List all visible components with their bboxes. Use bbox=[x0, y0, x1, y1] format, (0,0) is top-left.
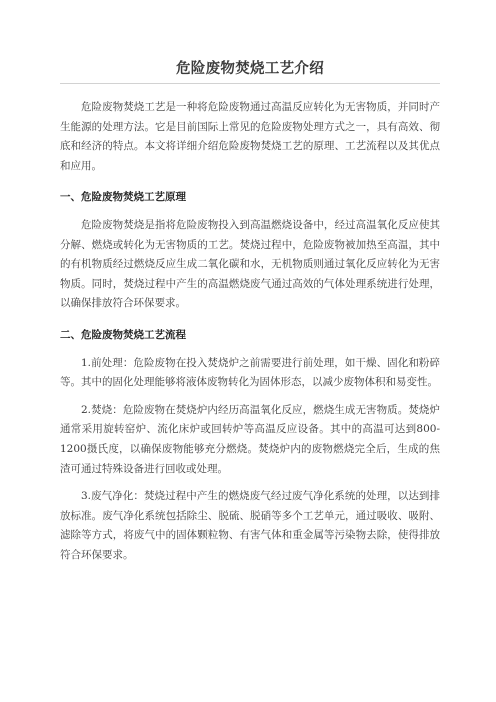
section-heading-process: 二、危险废物焚烧工艺流程 bbox=[60, 328, 186, 341]
title-divider bbox=[60, 83, 440, 84]
process-step-pretreatment: 1.前处理：危险废物在投入焚烧炉之前需要进行前处理，如干燥、固化和粉碎等。其中的固化处理能够将液体废物转化为固体形态，以减少废物体积和易变性。 bbox=[60, 356, 440, 389]
document-page bbox=[60, 58, 440, 565]
principle-paragraph: 危险废物焚烧是指将危险废物投入到高温燃烧设备中，经过高温氧化反应使其分解、燃烧或转化为无害物质的工艺。焚烧过程中，危险废物被加热至高温，其中的有机物质经过燃烧反应生成二氧化碳和水，无机物质则通过氧化反应转化为无害物质。同时，焚烧过程中产生的高温燃烧废气通过高效的气体处理系统进行处理，以确保排放符合环保要求。 bbox=[60, 218, 440, 310]
process-step-incineration: 2.焚烧：危险废物在焚烧炉内经历高温氧化反应，燃烧生成无害物质。焚烧炉通常采用旋转窑炉、流化床炉或回转炉等高温反应设备。其中的高温可达到800-1200摄氏度，以确保废物能够充分燃烧。焚烧炉内的废物燃烧完全后，生成的焦渣可通过特殊设备进行回收或处理。 bbox=[60, 403, 440, 475]
intro-paragraph: 危险废物焚烧工艺是一种将危险废物通过高温反应转化为无害物质，并同时产生能源的处理方法。它是目前国际上常见的危险废物处理方式之一，具有高效、彻底和经济的特点。本文将详细介绍危险废物焚烧工艺的原理、工艺流程以及其优点和应用。 bbox=[60, 101, 440, 172]
section-heading-principle: 一、危险废物焚烧工艺原理 bbox=[60, 191, 186, 204]
document-title: 危险废物焚烧工艺介绍 bbox=[176, 60, 324, 77]
process-step-gas-cleaning: 3.废气净化：焚烧过程中产生的燃烧废气经过废气净化系统的处理，以达到排放标准。废气净化系统包括除尘、脱硫、脱硝等多个工艺单元，通过吸收、吸附、滤除等方式，将废气中的固体颗粒物、有害气体和重金属等污染物去除，使得排放符合环保要求。 bbox=[60, 490, 440, 561]
